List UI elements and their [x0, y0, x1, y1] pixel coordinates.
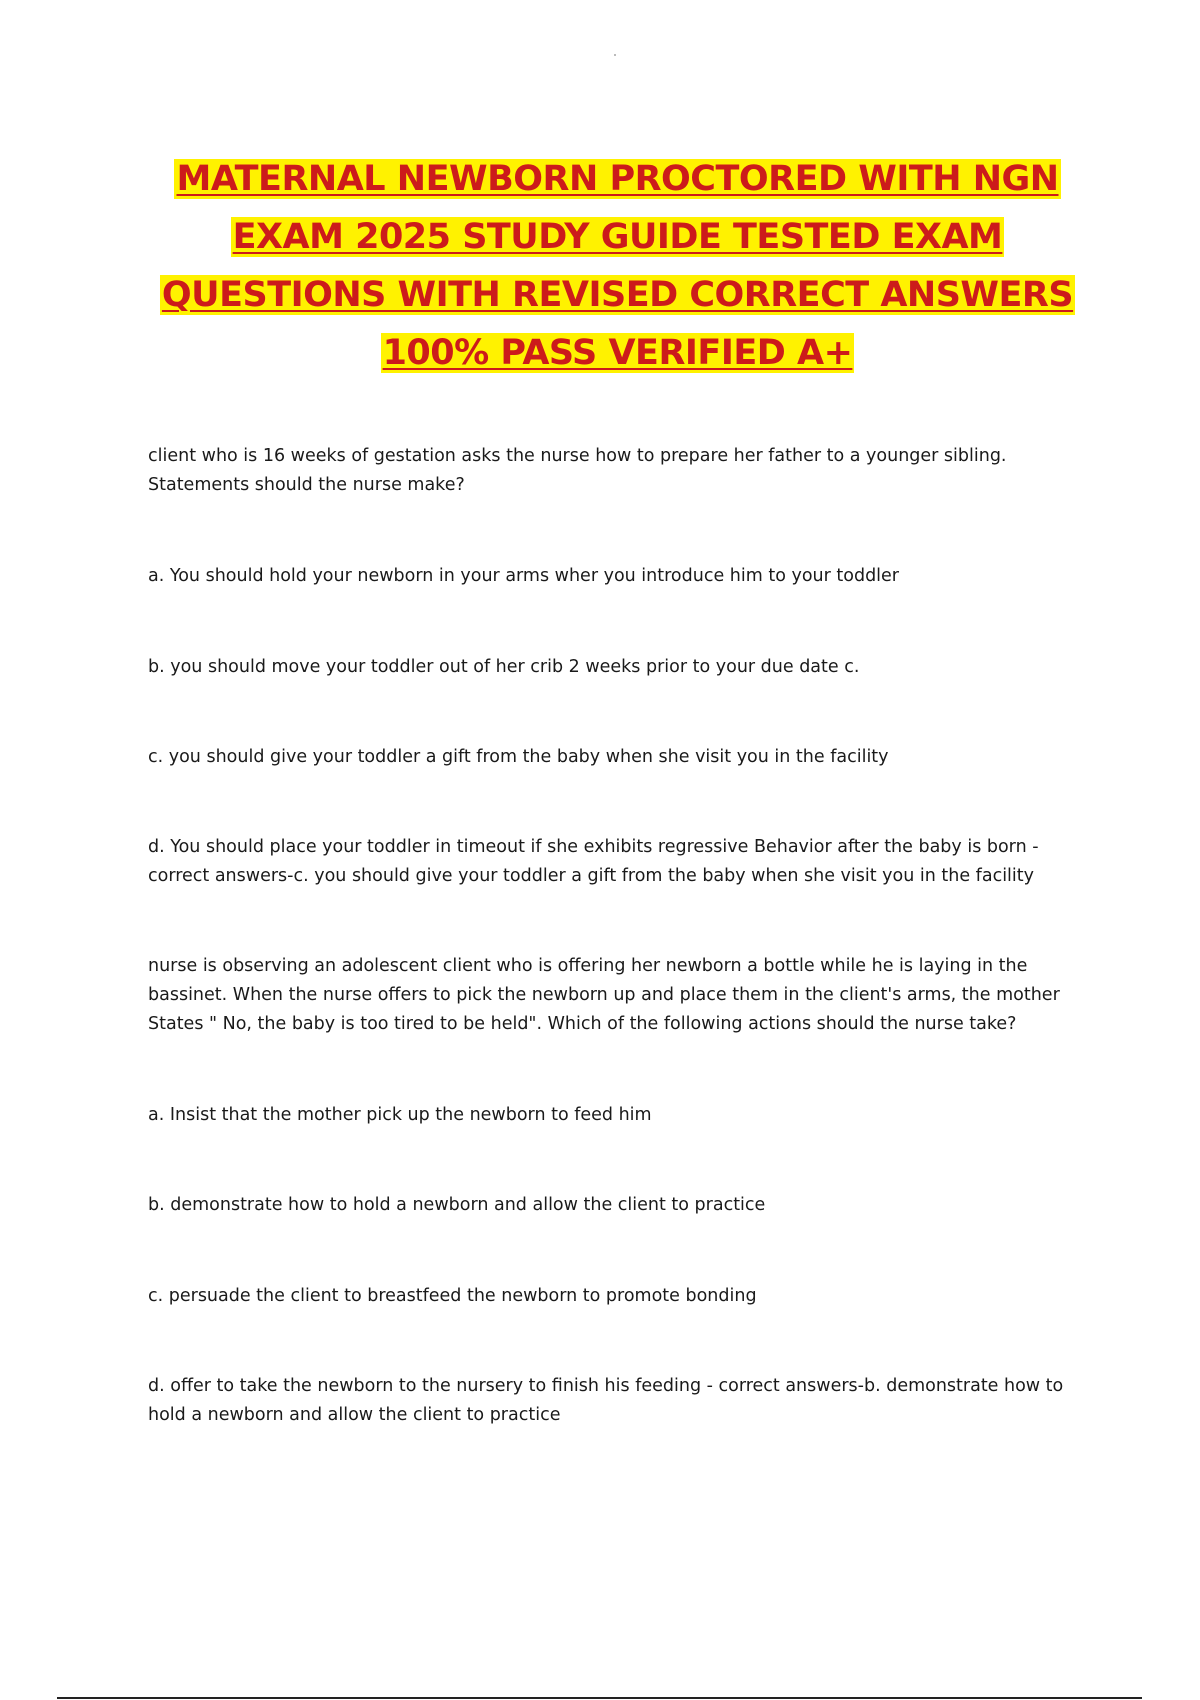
title-line-2: EXAM 2025 STUDY GUIDE TESTED EXAM — [232, 217, 1003, 257]
question-2-option-c: c. persuade the client to breastfeed the newborn to promote bonding — [148, 1286, 757, 1306]
question-1-option-c: c. you should give your toddler a gift from the baby when she visit you in the facility — [148, 747, 889, 767]
title-line-3: QUESTIONS WITH REVISED CORRECT ANSWERS — [161, 275, 1074, 315]
question-2-option-d-answer: d. offer to take the newborn to the nursery to finish his feeding - correct answers-b. demonstrate how to hold a newborn and allow the client to practice — [148, 1376, 1064, 1425]
question-2-option-b: b. demonstrate how to hold a newborn and allow the client to practice — [148, 1195, 766, 1215]
question-1-stem: client who is 16 weeks of gestation asks the nurse how to prepare her father to a younger sibling. Statements should the nurse make? — [148, 446, 1007, 495]
footer-divider — [57, 1697, 1142, 1699]
question-2-stem: nurse is observing an adolescent client who is offering her newborn a bottle while he is laying in the bassinet. When the nurse offers to pick the newborn up and place them in the client's arms, the mother States " No, the baby is too tired to be held". Which of the following actions should the nurse take? — [148, 956, 1060, 1034]
question-1-option-b: b. you should move your toddler out of her crib 2 weeks prior to your due date c. — [148, 657, 860, 677]
scan-speck — [614, 54, 616, 56]
title-line-1: MATERNAL NEWBORN PROCTORED WITH NGN — [176, 159, 1059, 199]
question-1-option-d-answer: d. You should place your toddler in timeout if she exhibits regressive Behavior after the baby is born - correct answers-c. you should give your toddler a gift from the baby when she visit you in the facility — [148, 837, 1039, 886]
document-title — [150, 150, 1085, 382]
title-line-4: 100% PASS VERIFIED A+ — [382, 333, 853, 373]
question-1-option-a: a. You should hold your newborn in your arms wher you introduce him to your toddler — [148, 566, 899, 586]
question-2-option-a: a. Insist that the mother pick up the newborn to feed him — [148, 1105, 652, 1125]
